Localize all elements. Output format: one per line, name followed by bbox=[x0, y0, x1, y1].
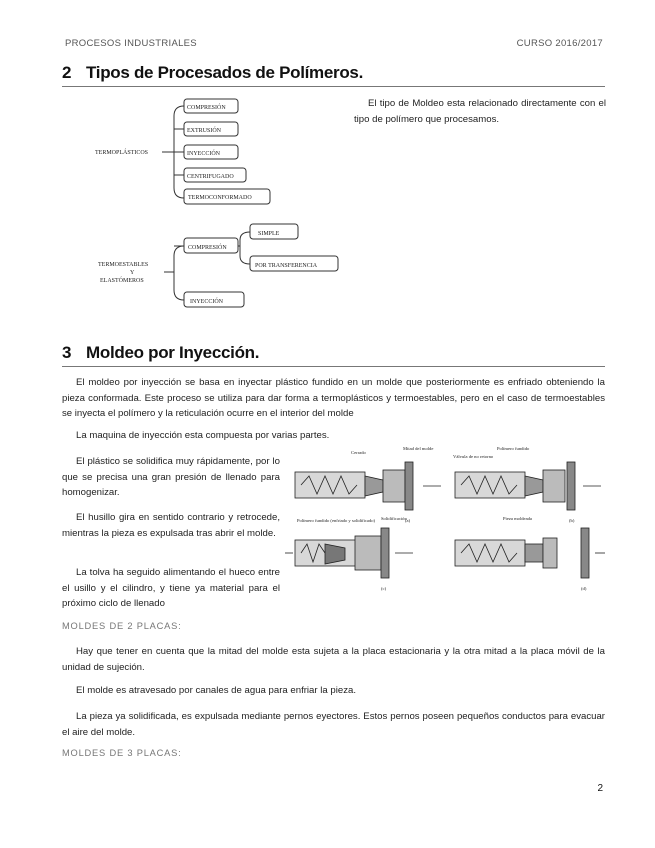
figure-label-valvula: Válvula de no retorno bbox=[453, 454, 494, 459]
figure-label-mitad-molde: Mitad del molde bbox=[403, 446, 434, 451]
tree-group1-item: EXTRUSIÓN bbox=[187, 128, 221, 134]
injection-cycle-figure bbox=[285, 440, 607, 595]
section-2-title: Tipos de Procesados de Polímeros. bbox=[86, 63, 363, 82]
figure-panel-label-b: (b) bbox=[569, 518, 575, 523]
figure-panel-label-a: (a) bbox=[405, 518, 411, 523]
moldes-3-placas-heading: MOLDES DE 3 PLACAS: bbox=[62, 748, 182, 758]
section-2-number: 2 bbox=[62, 63, 72, 82]
moldes-2-placas-paragraph-1: Hay que tener en cuenta que la mitad del molde esta sujeta a la placa estacionaria y la otra mitad a la placa móvil de la unidad de sujeción. bbox=[62, 646, 605, 673]
tree-group2-label-line2: Y bbox=[130, 270, 135, 276]
tree-group2-label-line1: TERMOESTABLES bbox=[98, 262, 149, 268]
figure-label-pieza-moldeada: Pieza moldeada bbox=[503, 516, 532, 521]
figure-panel-label-c: (c) bbox=[381, 586, 387, 591]
figure-label-cerrado: Cerrado bbox=[351, 450, 366, 455]
tree-group1-item: TERMOCONFORMADO bbox=[188, 195, 252, 201]
tree-group2-label-line3: ELASTÓMEROS bbox=[100, 278, 144, 284]
tree-compresion-item: SIMPLE bbox=[258, 231, 280, 237]
moldes-2-placas-paragraph-3: La pieza ya solidificada, es expulsada mediante pernos eyectores. Estos pernos poseen pequeños conductos para evacuar el aire del molde. bbox=[62, 711, 605, 738]
moldes-2-placas-paragraph-2: El molde es atravesado por canales de agua para enfriar la pieza. bbox=[76, 685, 356, 696]
header-course-name: PROCESOS INDUSTRIALES bbox=[65, 38, 197, 49]
tree-group1-label: TERMOPLÁSTICOS bbox=[95, 150, 149, 156]
header-course-year: CURSO 2016/2017 bbox=[516, 38, 603, 49]
figure-label-solidificacion: Solidificación bbox=[381, 516, 407, 521]
figure-label-polimero-enfriado: Polímero fundido (enfriado y solidificado) bbox=[297, 518, 376, 523]
section-3-screw-paragraph: El husillo gira en sentido contrario y retrocede, mientras la pieza es expulsada tras abrir el molde. bbox=[62, 512, 280, 539]
section-3-machine-paragraph: La maquina de inyección esta compuesta por varias partes. bbox=[76, 430, 330, 441]
figure-label-polimero-fundido: Polímero fundido bbox=[497, 446, 530, 451]
tree-group1-item: INYECCIÓN bbox=[187, 151, 220, 157]
section-3-hopper-paragraph: La tolva ha seguido alimentando el hueco entre el usillo y el cilindro, y tiene ya material para el próximo ciclo de llenado bbox=[62, 567, 280, 609]
tree-compresion-item: POR TRANSFERENCIA bbox=[255, 263, 318, 269]
figure-panel-label-d: (d) bbox=[581, 586, 587, 591]
page-number: 2 bbox=[597, 783, 603, 794]
polymer-process-tree-diagram bbox=[90, 92, 340, 314]
section-3-number: 3 bbox=[62, 343, 72, 362]
tree-group1-item: CENTRIFUGADO bbox=[187, 174, 234, 180]
section-3-intro-paragraph: El moldeo por inyección se basa en inyectar plástico fundido en un molde que posteriormente es enfriado obteniendo la pieza conformada. Este proceso se utiliza para dar forma a termoplásticos y termoestables, pero en el caso de termoestables se inyecta el polímero y la reticulación ocurre en el interior del molde bbox=[62, 377, 605, 419]
section-3-heading bbox=[62, 343, 605, 367]
tree-group2-inyeccion: INYECCIÓN bbox=[190, 299, 223, 305]
section-2-side-text: El tipo de Moldeo esta relacionado directamente con el tipo de polímero que procesamos. bbox=[354, 98, 606, 125]
section-3-solidify-paragraph: El plástico se solidifica muy rápidamente, por lo que se precisa una gran presión de llenado para homogenizar. bbox=[62, 456, 280, 498]
tree-group2-compresion: COMPRESIÓN bbox=[188, 245, 227, 251]
tree-group1-item: COMPRESIÓN bbox=[187, 105, 226, 111]
section-3-title: Moldeo por Inyección. bbox=[86, 343, 260, 362]
section-2-heading bbox=[62, 63, 605, 87]
moldes-2-placas-heading: MOLDES DE 2 PLACAS: bbox=[62, 621, 182, 631]
